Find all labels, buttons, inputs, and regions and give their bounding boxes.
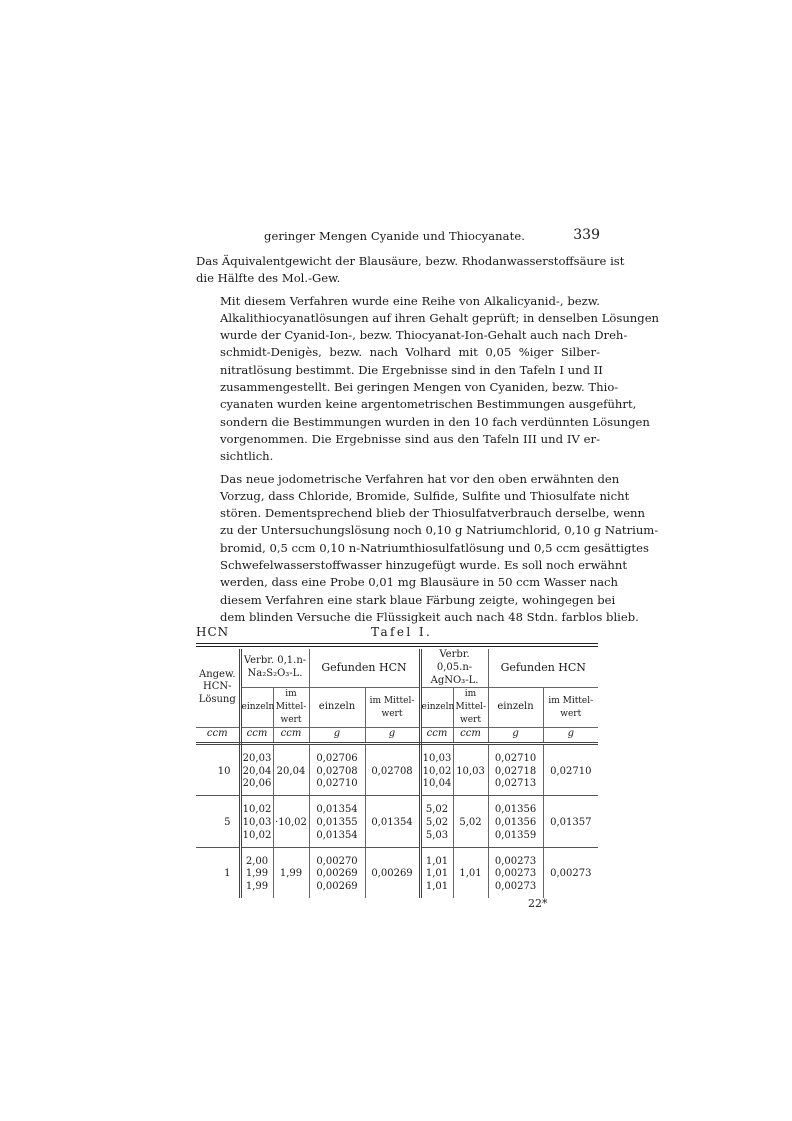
table-cell-value: 0,01356 <box>494 804 537 816</box>
unit-label: ccm <box>196 727 240 743</box>
text-line: die Hälfte des Mol.-Gew. <box>196 271 341 286</box>
header-im-mittelwert: im Mittel-wert <box>365 688 420 727</box>
data-table <box>196 649 598 898</box>
table-body <box>196 743 598 898</box>
table-cell-value: 20,04 <box>242 765 272 777</box>
table-cell-value: 0,01354 <box>316 804 358 816</box>
text-line: Das Äquivalentgewicht der Blausäure, bezw. Rhodanwasserstoffsäure ist <box>196 254 625 268</box>
value-stack <box>240 796 273 847</box>
angew-value: 1 <box>196 847 240 898</box>
table-cell-value: 0,00273 <box>494 855 537 867</box>
table-cell-value: 0,01356 <box>494 816 537 828</box>
table-cell-value: 2,00 <box>245 855 269 867</box>
header-einzeln: einzeln <box>420 688 453 727</box>
table-cell-value: 10,03 <box>422 752 452 764</box>
table-cell-value: 1,99 <box>245 881 269 893</box>
table-cell-value: 10,02 <box>422 765 452 777</box>
table-cell-value: 0,02710 <box>316 778 358 790</box>
mittelwert-value: 10,03 <box>453 743 488 795</box>
unit-label: ccm <box>420 727 453 743</box>
text-line: werden, dass eine Probe 0,01 mg Blausäure in 50 ccm Wasser nach <box>220 575 618 590</box>
table-caption-row <box>196 625 600 643</box>
table-cell-value: 0,02708 <box>316 765 358 777</box>
table-cell-value: 0,01359 <box>494 829 537 841</box>
unit-label: g <box>488 727 543 743</box>
table-cell-value: 20,03 <box>242 752 272 764</box>
table-top-rule <box>196 646 598 647</box>
unit-label: ccm <box>273 727 309 743</box>
mittelwert-value: 1,01 <box>453 847 488 898</box>
mittelwert-value: 0,00273 <box>550 868 592 880</box>
table-cell-value: 0,02718 <box>494 765 537 777</box>
table-cell-value: 10,02 <box>242 804 272 816</box>
running-header <box>196 229 600 249</box>
angew-value: 5 <box>196 796 240 847</box>
mittelwert-value: 0,02710 <box>543 743 598 795</box>
mittelwert-value: 5,02 <box>453 796 488 847</box>
table-side-label: HCN <box>196 625 230 639</box>
table-cell-value: 5,03 <box>425 829 449 841</box>
value-stack <box>309 796 365 847</box>
unit-label: ccm <box>453 727 488 743</box>
paragraph-1 <box>196 253 625 288</box>
mittelwert-value: ·10,02 <box>273 796 309 847</box>
table-cell-value: 0,02713 <box>494 778 537 790</box>
signature-mark: 22* <box>528 897 548 910</box>
text-line: diesem Verfahren eine stark blaue Färbung zeigte, wohingegen bei <box>220 592 616 607</box>
value-stack <box>420 743 453 795</box>
table-cell-value: 0,00269 <box>316 881 358 893</box>
unit-label: g <box>309 727 365 743</box>
header-gefunden-2: Gefunden HCN <box>488 649 598 688</box>
text-line: wurde der Cyanid-Ion-, bezw. Thiocyanat-Ion-Gehalt auch nach Dreh- <box>220 328 628 343</box>
value-stack <box>420 796 453 847</box>
text-line: zu der Untersuchungslösung noch 0,10 g Natriumchlorid, 0,10 g Natrium- <box>220 523 659 538</box>
header-verbr-thio: Verbr. 0,1.n-Na₂S₂O₃-L. <box>240 649 309 688</box>
text-line: Vorzug, dass Chloride, Bromide, Sulfide, Sulfite und Thiosulfate nicht <box>220 488 630 503</box>
header-verbr-ag: Verbr. 0,05.n-AgNO₃-L. <box>420 649 488 688</box>
unit-label: g <box>543 727 598 743</box>
page-number: 339 <box>573 227 600 243</box>
value-stack <box>240 847 273 898</box>
text-line: Mit diesem Verfahren wurde eine Reihe von Alkalicyanid-, bezw. <box>220 293 600 308</box>
text-line: stören. Dementsprechend blieb der Thiosulfatverbrauch derselbe, wenn <box>220 506 645 521</box>
table-title: Tafel I. <box>371 625 433 639</box>
mittelwert-value: 0,00269 <box>365 847 420 898</box>
mittelwert-value: 0,01354 <box>365 796 420 847</box>
unit-label: g <box>365 727 420 743</box>
value-stack <box>488 847 543 898</box>
text-line: cyanaten wurden keine argentometrischen Bestimmungen ausgeführt, <box>220 397 637 412</box>
value-stack <box>420 847 453 898</box>
table-top-rule <box>196 643 598 644</box>
header-einzeln: einzeln <box>309 688 365 727</box>
table-cell-value: 0,02710 <box>494 752 537 764</box>
mittelwert-value: 0,02708 <box>365 743 420 795</box>
mittelwert-value: 0,01357 <box>543 796 598 847</box>
body-text <box>196 253 660 631</box>
table-cell-value: 0,00270 <box>316 855 358 867</box>
mittelwert-value: 20,04 <box>273 743 309 795</box>
angew-value: 10 <box>196 743 240 795</box>
value-stack <box>309 743 365 795</box>
table-cell-value: 10,04 <box>422 778 452 790</box>
table-row <box>196 743 598 795</box>
table-cell-value: 0,00273 <box>494 868 537 880</box>
text-line: vorgenommen. Die Ergebnisse sind aus den Tafeln III und IV er- <box>220 431 600 446</box>
text-line: sondern die Bestimmungen wurden in den 10 fach verdünnten Lösungen <box>220 414 650 429</box>
table-row <box>196 847 598 898</box>
table-cell-value: 10,03 <box>242 816 272 828</box>
unit-label: ccm <box>240 727 273 743</box>
table-cell-value: 0,00273 <box>494 881 537 893</box>
mittelwert-value: 1,99 <box>273 847 309 898</box>
table-row <box>196 796 598 847</box>
value-stack <box>488 743 543 795</box>
text-line: Das neue jodometrische Verfahren hat vor den oben erwähnten den <box>220 471 620 486</box>
table-cell-value: 0,01355 <box>316 816 358 828</box>
table-cell-value: 1,01 <box>425 881 449 893</box>
text-line: Alkalithiocyanatlösungen auf ihren Gehalt geprüft; in denselben Lösungen <box>220 310 660 325</box>
table-cell-value: 20,06 <box>242 778 272 790</box>
table-cell-value: 5,02 <box>425 816 449 828</box>
table-cell-value: 0,01354 <box>316 829 358 841</box>
header-einzeln: einzeln <box>488 688 543 727</box>
paragraph-3 <box>196 471 659 627</box>
running-title: geringer Mengen Cyanide und Thiocyanate. <box>264 229 525 243</box>
text-line: nitratlösung bestimmt. Die Ergebnisse sind in den Tafeln I und II <box>220 362 603 377</box>
header-angew: Angew. HCN-Lösung <box>196 649 240 727</box>
text-line: bromid, 0,5 ccm 0,10 n-Natriumthiosulfatlösung und 0,5 ccm gesättigtes <box>220 540 649 555</box>
table-cell-value: 0,00269 <box>316 868 358 880</box>
paragraph-2 <box>196 293 660 466</box>
text-line: sichtlich. <box>220 449 274 464</box>
table-cell-value: 1,99 <box>245 868 269 880</box>
value-stack <box>240 743 273 795</box>
header-gefunden-1: Gefunden HCN <box>309 649 420 688</box>
value-stack <box>309 847 365 898</box>
text-line: Schwefelwasserstoffwasser hinzugefügt wurde. Es soll noch erwähnt <box>220 558 627 573</box>
value-stack <box>488 796 543 847</box>
text-line: zusammengestellt. Bei geringen Mengen von Cyaniden, bezw. Thio- <box>220 380 619 395</box>
header-einzeln: einzeln <box>240 688 273 727</box>
table-cell-value: 1,01 <box>425 868 449 880</box>
table-cell-value: 10,02 <box>242 829 272 841</box>
table-cell-value: 5,02 <box>425 804 449 816</box>
text-line: dem blinden Versuche die Flüssigkeit auch nach 48 Stdn. farblos blieb. <box>220 609 639 624</box>
header-im-mittelwert: im Mittel-wert <box>273 688 309 727</box>
table-cell-value: 1,01 <box>425 855 449 867</box>
text-line: schmidt-Denigès, bezw. nach Volhard mit 0,05 %iger Silber- <box>220 345 600 360</box>
header-im-mittelwert: im Mittel-wert <box>453 688 488 727</box>
header-im-mittelwert: im Mittel-wert <box>543 688 598 727</box>
table-cell-value: 0,02706 <box>316 752 358 764</box>
